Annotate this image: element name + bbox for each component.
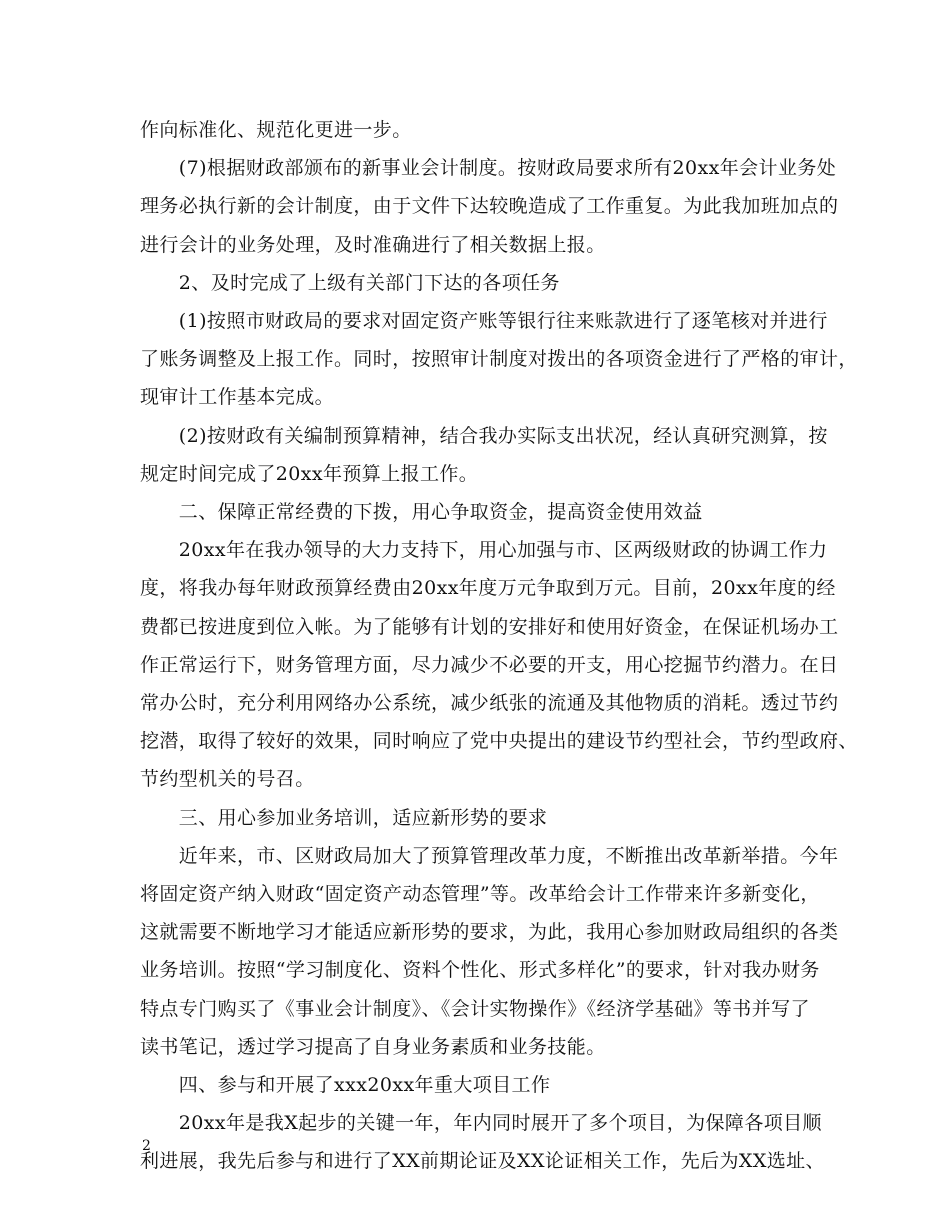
text-line: 四、参与和开展了xxx20xx年重大项目工作: [140, 1074, 551, 1096]
text-line: 作正常运行下，财务管理方面，尽力减少不必要的开支，用心挖掘节约潜力。在日: [140, 654, 839, 676]
text-line: 度，将我办每年财政预算经费由20xx年度万元争取到万元。目前，20xx年度的经: [140, 577, 836, 599]
text-line: 20xx年在我办领导的大力支持下，用心加强与市、区两级财政的协调工作力: [140, 539, 828, 561]
text-line: 将固定资产纳入财政“固定资产动态管理”等。改革给会计工作带来许多新变化，: [140, 883, 820, 905]
text-line: (1)按照市财政局的要求对固定资产账等银行往来账款进行了逐笔核对并进行: [140, 310, 828, 332]
text-line: 近年来，市、区财政局加大了预算管理改革力度，不断推出改革新举措。今年: [140, 845, 839, 867]
text-line: 作向标准化、规范化更进一步。: [140, 119, 412, 141]
text-line: 费都已按进度到位入帐。为了能够有计划的安排好和使用好资金，在保证机场办工: [140, 616, 839, 638]
text-line: 理务必执行新的会计制度，由于文件下达较晚造成了工作重复。为此我加班加点的: [140, 195, 839, 217]
page-number: 2: [142, 1138, 151, 1154]
text-line: 20xx年是我X起步的关键一年，年内同时展开了多个项目，为保障各项目顺: [140, 1112, 822, 1134]
text-line: (7)根据财政部颁布的新事业会计制度。按财政局要求所有20xx年会计业务处: [140, 157, 837, 179]
text-line: 二、保障正常经费的下拨，用心争取资金，提高资金使用效益: [140, 501, 703, 523]
text-line: 规定时间完成了20xx年预算上报工作。: [140, 463, 479, 485]
text-line: 2、及时完成了上级有关部门下达的各项任务: [140, 272, 560, 294]
text-line: 利进展，我先后参与和进行了XX前期论证及XX论证相关工作，先后为XX选址、: [140, 1150, 825, 1172]
text-line: 读书笔记，透过学习提高了自身业务素质和业务技能。: [140, 1036, 606, 1058]
text-line: 常办公时，充分利用网络办公系统，减少纸张的流通及其他物质的消耗。透过节约: [140, 692, 839, 714]
text-line: 这就需要不断地学习才能适应新形势的要求，为此，我用心参加财政局组织的各类: [140, 921, 839, 943]
text-line: 特点专门购买了《事业会计制度》、《会计实物操作》《经济学基础》等书并写了: [140, 998, 810, 1020]
text-line: 三、用心参加业务培训，适应新形势的要求: [140, 807, 548, 829]
text-line: 节约型机关的号召。: [140, 768, 315, 790]
text-line: 了账务调整及上报工作。同时，按照审计制度对拨出的各项资金进行了严格的审计，: [140, 348, 858, 370]
text-line: (2)按财政有关编制预算精神，结合我办实际支出状况，经认真研究测算，按: [140, 425, 828, 447]
text-line: 业务培训。按照“学习制度化、资料个性化、形式多样化”的要求，针对我办财务: [140, 959, 820, 981]
text-line: 现审计工作基本完成。: [140, 386, 335, 408]
text-line: 进行会计的业务处理，及时准确进行了相关数据上报。: [140, 234, 606, 256]
text-line: 挖潜，取得了较好的效果，同时响应了党中央提出的建设节约型社会，节约型政府、: [140, 730, 858, 752]
